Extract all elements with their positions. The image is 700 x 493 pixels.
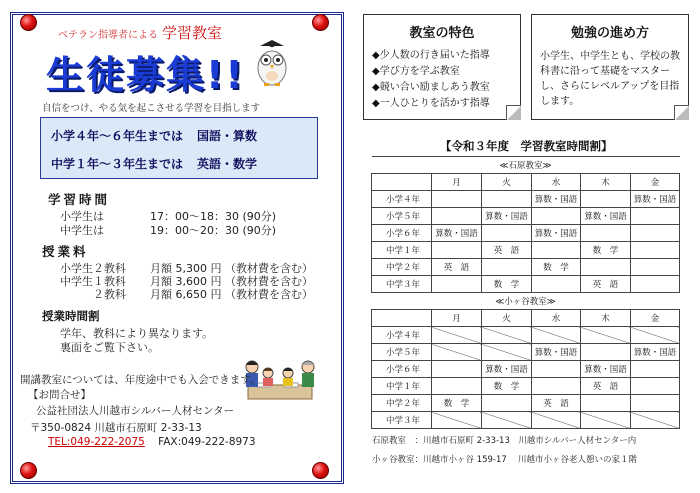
study-time-title: 学習時間 [48,192,111,207]
day-header: 金 [631,310,680,327]
timetable-cell [482,412,532,429]
contact-phone-line [48,436,256,448]
timetable-cell: 数 学 [581,242,631,259]
kicker-small: ベテラン指導者による [58,30,158,41]
timetable-cell: 算数・国語 [432,225,482,242]
timetable-cell [581,225,631,242]
pushpin-icon [312,14,329,31]
fee-label: 中学生１教科 [60,275,126,288]
timetable-cell [631,378,680,395]
timetable-section-caption [372,293,680,310]
timetable-cell: 英 語 [581,276,631,293]
grade-label: 中学３年 [372,276,432,293]
poster-subcopy: 自信をつけ、やる気を起こさせる学習を目指します [42,103,261,114]
timetable-cell [482,344,532,361]
poster-headline: 生徒募集!! [46,53,245,97]
timetable-cell [432,242,482,259]
timetable-cell [581,327,631,344]
feature-item: ◆競い合い励ましあう教室 [372,82,490,93]
grade-label: 小学５年 [372,208,432,225]
owl-teacher-icon [252,38,292,88]
timetable-cell [432,276,482,293]
timetable-cell: 算数・国語 [631,191,680,208]
timetable-cell: 数 学 [532,259,581,276]
timetable-header-row [372,310,680,327]
timetable-cell: 算数・国語 [581,361,631,378]
timetable-cell [432,191,482,208]
study-time-row: 中学生は [60,224,104,237]
timetable-cell: 数 学 [482,276,532,293]
timetable-cell [581,344,631,361]
timetable-cell [631,208,680,225]
timetable-cell [482,259,532,276]
timetable-cell: 英 語 [482,242,532,259]
grade-label: 小学４年 [372,191,432,208]
day-header: 金 [631,174,680,191]
table-row [372,412,680,429]
section-name: ≪石原教室≫ [372,157,680,174]
timetable-header-row [372,174,680,191]
table-row [372,395,680,412]
fee-label: 小学生２教科 [60,262,126,275]
fax-number: FAX:049-222-8973 [158,436,256,448]
timetable-cell [631,225,680,242]
table-row [372,361,680,378]
timetable-cell: 算数・国語 [631,344,680,361]
timetable-cell [631,259,680,276]
features-list [364,48,520,112]
timetable-cell [432,378,482,395]
grade-label: 小学４年 [372,327,432,344]
study-time-row: 小学生は [60,210,104,223]
timetable-cell [631,276,680,293]
timetable-cell: 算数・国語 [581,208,631,225]
contact-org: 公益社団法人川越市シルバー人材センター [36,405,235,417]
day-header: 月 [432,310,482,327]
timetable-cell [581,191,631,208]
day-header: 水 [532,310,581,327]
grade-label: 小学５年 [372,344,432,361]
table-row [372,208,680,225]
day-header: 火 [482,310,532,327]
timetable-cell: 英 語 [581,378,631,395]
section-name: ≪小ヶ谷教室≫ [372,293,680,310]
day-header: 月 [432,174,482,191]
study-method-title: 勉強の進め方 [570,26,649,41]
table-row [372,378,680,395]
poster-kicker [58,22,222,43]
timetable-cell: 算数・国語 [482,208,532,225]
grade-label: 中学１年 [372,242,432,259]
study-method-box [531,14,689,120]
enroll-note: 開講教室については、年度途中でも入会できます。 [20,374,261,386]
grade-label: 中学１年 [372,378,432,395]
course-junior-high: 中学１年～３年生までは 英語・数学 [51,157,258,171]
timetable-cell [532,327,581,344]
timetable-cell: 英 語 [432,259,482,276]
course-elementary: 小学４年～６年生までは 国語・算数 [51,129,258,143]
table-row [372,191,680,208]
features-box [363,14,521,120]
study-time-value: 17：00～18：30 (90分) [150,210,277,223]
study-time-value: 19：00～20：30 (90分) [150,224,277,237]
contact-heading: 【お問合せ】 [28,389,91,401]
timetable-cell [432,412,482,429]
timetable-cell [581,395,631,412]
features-title: 教室の特色 [409,26,475,41]
grade-label: 小学６年 [372,225,432,242]
table-row [372,344,680,361]
fee-label: ２教科 [93,288,126,301]
timetable-cell: 算数・国語 [532,344,581,361]
feature-item: ◆学び方を学ぶ教室 [372,66,460,77]
timetable-cell: 算数・国語 [482,361,532,378]
timetable-cell: 数 学 [482,378,532,395]
course-box [40,117,318,179]
footer-kogaya: 小ヶ谷教室：川越市小ヶ谷 159-17 川越市小ヶ谷老人憩いの家１階 [372,455,638,465]
timetable-cell [631,395,680,412]
grade-label: 中学３年 [372,412,432,429]
timetable-cell: 算数・国語 [532,191,581,208]
header-blank [372,174,432,191]
kicker-large: 学習教室 [162,24,223,42]
pushpin-icon [20,462,37,479]
table-row [372,225,680,242]
timetable-cell [532,208,581,225]
timetable-cell [631,412,680,429]
timetable-cell [532,242,581,259]
footer-ishihara: 石原教室 ：川越市石原町 2-33-13 川越市シルバー人材センター内 [372,436,637,446]
contact-address: 〒350-0824 川越市石原町 2-33-13 [30,422,202,434]
timetable-cell [581,412,631,429]
timetable-cell [432,361,482,378]
timetable-cell [432,344,482,361]
pushpin-icon [20,14,37,31]
timetable-cell: 数 学 [432,395,482,412]
timetable-cell: 算数・国語 [532,225,581,242]
feature-item: ◆少人数の行き届いた指導 [372,50,490,61]
timetable-cell [482,327,532,344]
timetable-cell [631,242,680,259]
grade-label: 中学２年 [372,395,432,412]
timetable-cell [432,208,482,225]
schedule-info-line: 学年、教科により異なります。 [60,327,214,340]
timetable-cell: 英 語 [532,395,581,412]
timetable-cell [482,395,532,412]
grade-label: 中学２年 [372,259,432,276]
tel-link[interactable]: TEL:049-222-2075 [48,436,145,448]
fee-value: 月額 3,600 円 （教材費を含む） [150,275,313,288]
timetable-cell [581,259,631,276]
table-row [372,276,680,293]
timetable-cell [532,412,581,429]
schedule-info-line: 裏面をご覧下さい。 [60,341,159,354]
day-header: 木 [581,310,631,327]
day-header: 火 [482,174,532,191]
day-header: 木 [581,174,631,191]
header-blank [372,310,432,327]
timetable-section-caption [372,157,680,174]
grade-label: 小学６年 [372,361,432,378]
fees-title: 授業料 [42,244,89,259]
table-row [372,259,680,276]
timetable-cell [432,327,482,344]
timetable-cell [631,361,680,378]
day-header: 水 [532,174,581,191]
feature-item: ◆一人ひとりを活かす指導 [372,98,490,109]
timetable-cell [482,191,532,208]
timetable-cell [532,276,581,293]
fee-value: 月額 6,650 円 （教材費を含む） [150,288,313,301]
schedule-info-title: 授業時間割 [42,309,100,323]
timetable-cell [482,225,532,242]
pushpin-icon [312,462,329,479]
fee-value: 月額 5,300 円 （教材費を含む） [150,262,313,275]
timetable [371,156,680,429]
table-row [372,327,680,344]
timetable-title: 【令和３年度 学習教室時間割】 [440,139,613,153]
study-method-text: 小学生、中学生とも、学校の教科書に沿って基礎をマスターし、さらにレベルアップを目指します。 [540,51,680,107]
table-row [372,242,680,259]
timetable-cell [532,361,581,378]
timetable-cell [532,378,581,395]
timetable-cell [631,327,680,344]
